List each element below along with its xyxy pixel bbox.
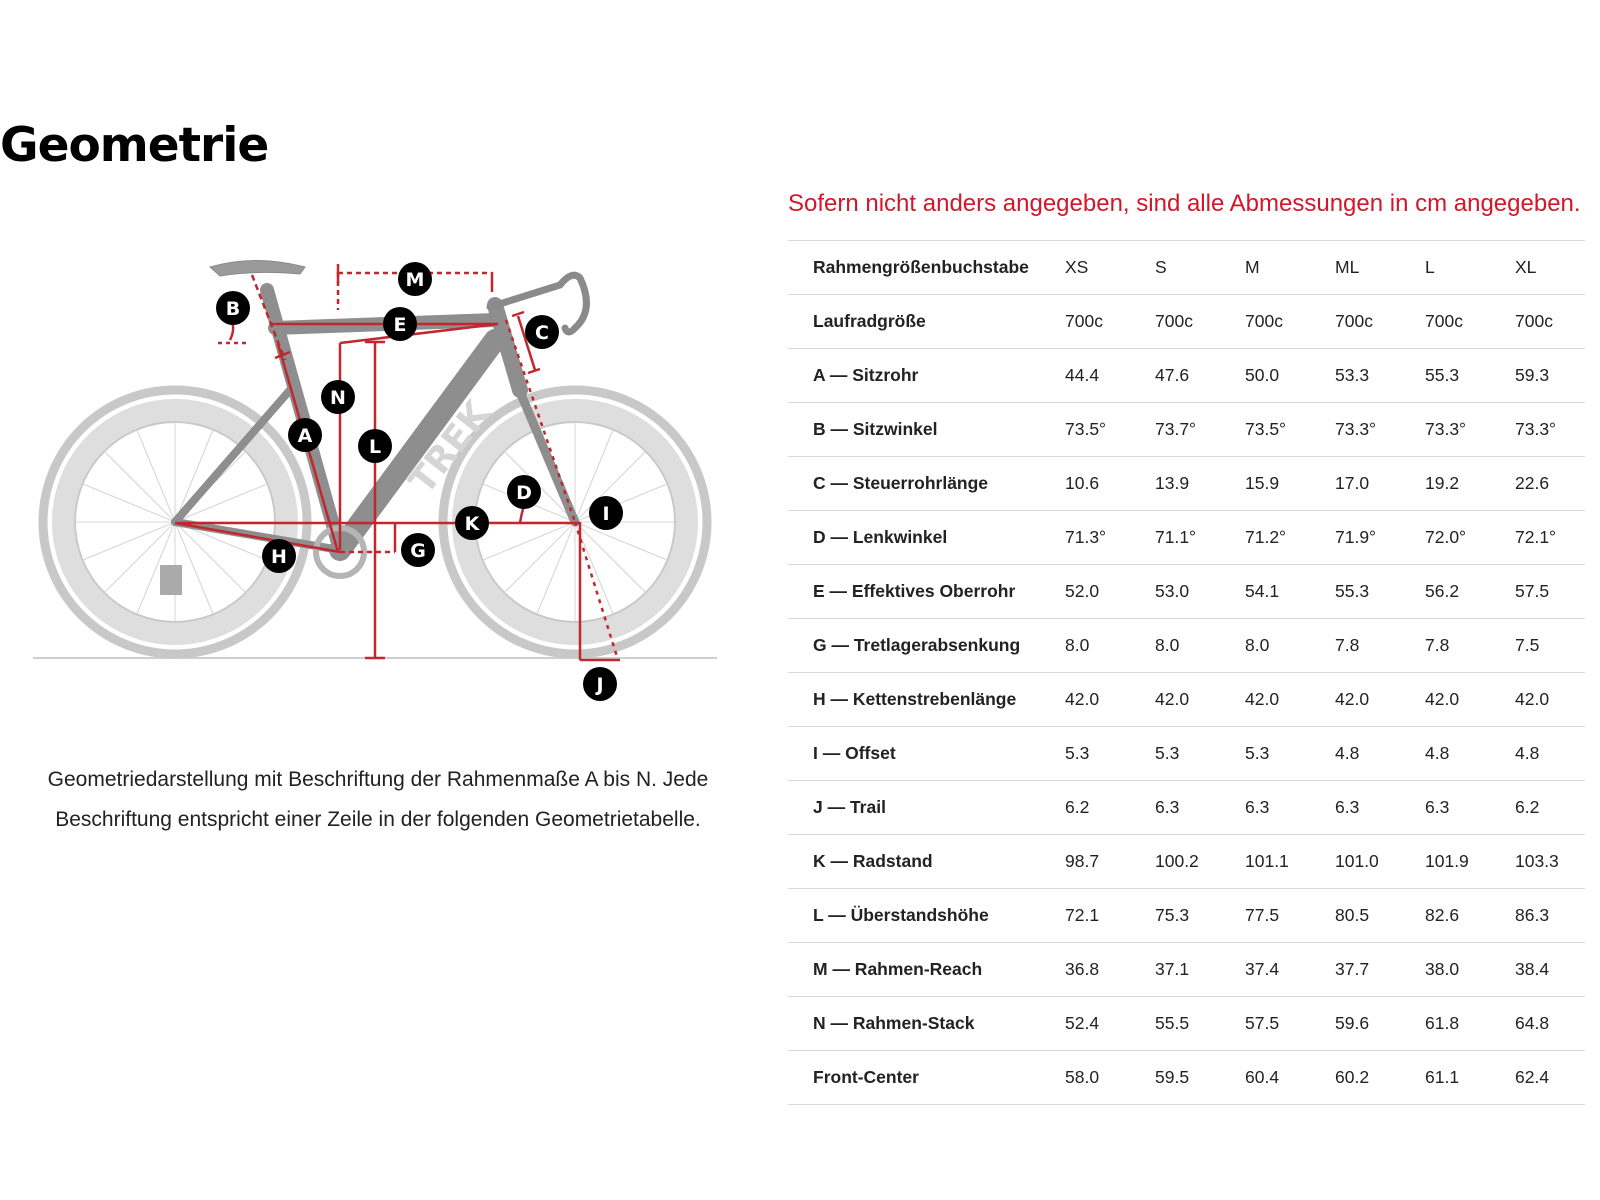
table-cell: 57.5 [1245,997,1335,1051]
table-cell: 13.9 [1155,457,1245,511]
size-header: ML [1335,241,1425,295]
table-cell: 7.8 [1335,619,1425,673]
table-cell: 4.8 [1425,727,1515,781]
table-cell: 101.9 [1425,835,1515,889]
table-cell: 82.6 [1425,889,1515,943]
row-label: J — Trail [788,781,1065,835]
table-cell: 57.5 [1515,565,1585,619]
table-cell: 73.5° [1245,403,1335,457]
marker-B [216,291,250,325]
table-cell: 17.0 [1335,457,1425,511]
table-cell: 8.0 [1155,619,1245,673]
table-cell: 700c [1245,295,1335,349]
row-label: H — Kettenstrebenlänge [788,673,1065,727]
svg-text:H: H [271,546,287,568]
table-cell: 75.3 [1155,889,1245,943]
table-cell: 4.8 [1515,727,1585,781]
table-row [788,781,1585,835]
size-header: M [1245,241,1335,295]
table-cell: 44.4 [1065,349,1155,403]
table-cell: 42.0 [1425,673,1515,727]
table-cell: 4.8 [1335,727,1425,781]
table-cell: 58.0 [1065,1051,1155,1105]
table-cell: 59.3 [1515,349,1585,403]
table-row [788,619,1585,673]
table-cell: 6.2 [1065,781,1155,835]
row-label: M — Rahmen-Reach [788,943,1065,997]
table-cell: 700c [1515,295,1585,349]
table-cell: 7.8 [1425,619,1515,673]
table-cell: 72.0° [1425,511,1515,565]
table-row [788,997,1585,1051]
row-label: N — Rahmen-Stack [788,997,1065,1051]
table-cell: 53.3 [1335,349,1425,403]
table-cell: 15.9 [1245,457,1335,511]
table-cell: 37.1 [1155,943,1245,997]
table-cell: 8.0 [1065,619,1155,673]
header-label: Rahmengrößenbuchstabe [788,241,1065,295]
table-cell: 42.0 [1335,673,1425,727]
table-cell: 103.3 [1515,835,1585,889]
marker-N [321,380,355,414]
row-label: G — Tretlagerabsenkung [788,619,1065,673]
table-row [788,835,1585,889]
table-cell: 47.6 [1155,349,1245,403]
marker-C [525,315,559,349]
table-cell: 10.6 [1065,457,1155,511]
table-row [788,295,1585,349]
marker-J [583,667,617,701]
svg-text:G: G [410,540,426,562]
table-row [788,457,1585,511]
table-cell: 80.5 [1335,889,1425,943]
table-cell: 73.3° [1515,403,1585,457]
table-cell: 6.3 [1155,781,1245,835]
table-cell: 6.2 [1515,781,1585,835]
svg-text:M: M [405,269,425,291]
svg-text:A: A [297,425,313,447]
svg-text:J: J [596,674,604,696]
table-cell: 7.5 [1515,619,1585,673]
table-cell: 72.1 [1065,889,1155,943]
size-header: S [1155,241,1245,295]
table-cell: 38.4 [1515,943,1585,997]
row-label: L — Überstandshöhe [788,889,1065,943]
row-label: D — Lenkwinkel [788,511,1065,565]
table-cell: 42.0 [1245,673,1335,727]
table-cell: 61.1 [1425,1051,1515,1105]
table-cell: 101.1 [1245,835,1335,889]
table-row [788,403,1585,457]
table-cell: 6.3 [1425,781,1515,835]
table-cell: 62.4 [1515,1051,1585,1105]
table-cell: 101.0 [1335,835,1425,889]
svg-text:B: B [225,298,241,320]
marker-G [401,533,435,567]
geometry-diagram [20,240,740,740]
table-cell: 6.3 [1245,781,1335,835]
marker-M [398,262,432,296]
derailleur [160,565,182,595]
table-cell: 77.5 [1245,889,1335,943]
marker-K [455,506,489,540]
table-cell: 36.8 [1065,943,1155,997]
table-cell: 700c [1065,295,1155,349]
table-cell: 86.3 [1515,889,1585,943]
geometry-table [788,240,1585,1105]
svg-text:N: N [330,387,346,409]
table-cell: 71.3° [1065,511,1155,565]
row-label: E — Effektives Oberrohr [788,565,1065,619]
saddle [210,261,305,277]
table-row [788,889,1585,943]
row-label: K — Radstand [788,835,1065,889]
table-cell: 73.3° [1335,403,1425,457]
table-cell: 59.6 [1335,997,1425,1051]
table-cell: 5.3 [1245,727,1335,781]
svg-text:L: L [368,436,382,458]
svg-text:I: I [602,503,610,525]
table-cell: 37.7 [1335,943,1425,997]
table-cell: 71.1° [1155,511,1245,565]
table-cell: 55.3 [1335,565,1425,619]
table-row [788,511,1585,565]
row-label: I — Offset [788,727,1065,781]
marker-H [262,539,296,573]
table-cell: 56.2 [1425,565,1515,619]
table-cell: 37.4 [1245,943,1335,997]
table-cell: 73.7° [1155,403,1245,457]
table-row [788,565,1585,619]
table-row [788,1051,1585,1105]
table-cell: 42.0 [1515,673,1585,727]
marker-A [288,418,322,452]
table-cell: 700c [1425,295,1515,349]
table-row [788,727,1585,781]
marker-I [589,496,623,530]
table-cell: 50.0 [1245,349,1335,403]
table-cell: 700c [1155,295,1245,349]
table-cell: 71.9° [1335,511,1425,565]
table-cell: 55.3 [1425,349,1515,403]
table-cell: 8.0 [1245,619,1335,673]
row-label: Front-Center [788,1051,1065,1105]
table-cell: 100.2 [1155,835,1245,889]
table-cell: 55.5 [1155,997,1245,1051]
svg-text:D: D [516,482,532,504]
table-cell: 60.2 [1335,1051,1425,1105]
units-note: Sofern nicht anders angegeben, sind alle Abmessungen in cm angegeben. [788,190,1581,217]
page-title: Geometrie [0,118,269,173]
marker-E [383,307,417,341]
svg-text:C: C [535,322,549,344]
table-cell: 42.0 [1065,673,1155,727]
row-label: C — Steuerrohrlänge [788,457,1065,511]
table-cell: 52.0 [1065,565,1155,619]
row-label: A — Sitzrohr [788,349,1065,403]
table-cell: 700c [1335,295,1425,349]
svg-text:K: K [464,513,480,535]
table-cell: 71.2° [1245,511,1335,565]
table-row [788,349,1585,403]
table-cell: 54.1 [1245,565,1335,619]
table-cell: 5.3 [1065,727,1155,781]
size-header: L [1425,241,1515,295]
table-cell: 64.8 [1515,997,1585,1051]
table-cell: 98.7 [1065,835,1155,889]
table-cell: 59.5 [1155,1051,1245,1105]
svg-text:E: E [393,314,407,336]
table-row [788,673,1585,727]
marker-D [507,475,541,509]
marker-L [358,429,392,463]
table-cell: 6.3 [1335,781,1425,835]
table-cell: 5.3 [1155,727,1245,781]
table-cell: 53.0 [1155,565,1245,619]
row-label: Laufradgröße [788,295,1065,349]
table-cell: 73.5° [1065,403,1155,457]
table-cell: 60.4 [1245,1051,1335,1105]
diagram-caption: Geometriedarstellung mit Beschriftung der Rahmenmaße A bis N. Jede Beschriftung entspricht einer Zeile in der folgenden Geometrietabelle. [47,768,709,831]
table-cell: 52.4 [1065,997,1155,1051]
frame-brand-text: TREK [401,393,499,502]
table-cell: 22.6 [1515,457,1585,511]
table-row [788,943,1585,997]
row-label: B — Sitzwinkel [788,403,1065,457]
size-header: XL [1515,241,1585,295]
table-header-row [788,241,1585,295]
table-cell: 72.1° [1515,511,1585,565]
table-cell: 42.0 [1155,673,1245,727]
table-cell: 73.3° [1425,403,1515,457]
size-header: XS [1065,241,1155,295]
table-cell: 61.8 [1425,997,1515,1051]
table-cell: 38.0 [1425,943,1515,997]
table-cell: 19.2 [1425,457,1515,511]
